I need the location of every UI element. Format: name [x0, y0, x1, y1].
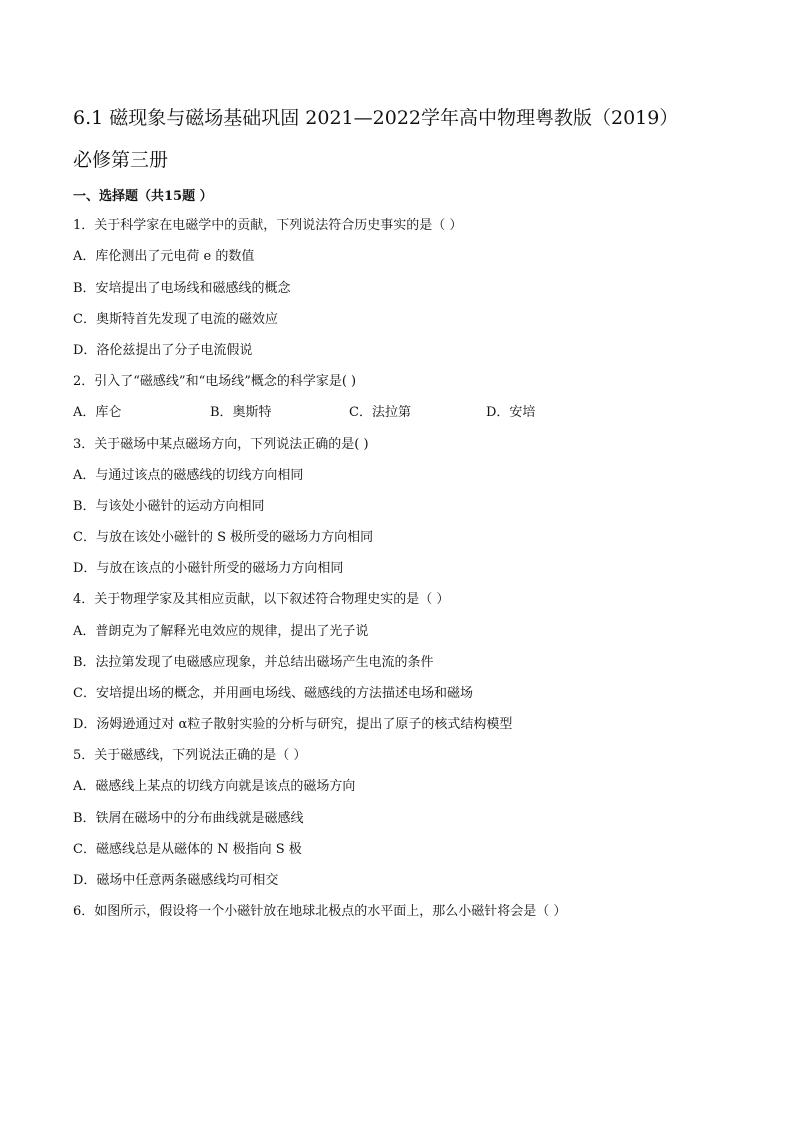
question-2-option-d: D．安培 [486, 405, 536, 420]
question-4-option-a: A．普朗克为了解释光电效应的规律，提出了光子说 [73, 624, 369, 639]
question-4-option-d: D．汤姆逊通过对 α粒子散射实验的分析与研究，提出了原子的核式结构模型 [73, 717, 513, 732]
question-1-option-b: B．安培提出了电场线和磁感线的概念 [73, 281, 291, 296]
question-5-option-d: D．磁场中任意两条磁感线均可相交 [73, 873, 279, 888]
question-6-stem: 6．如图所示，假设将一个小磁针放在地球北极点的水平面上，那么小磁针将会是（ ） [73, 904, 567, 919]
question-3-option-d: D．与放在该点的小磁针所受的磁场力方向相同 [73, 561, 344, 576]
document-title-line-1: 6.1 磁现象与磁场基础巩固 2021—2022学年高中物理粤教版（2019） [73, 107, 679, 129]
question-3-option-b: B．与该处小磁针的运动方向相同 [73, 499, 265, 514]
document-title-line-2: 必修第三册 [73, 149, 169, 171]
question-1-option-a: A．库伦测出了元电荷 e 的数值 [73, 249, 255, 264]
section-heading: 一、选择题（共15题 ） [73, 189, 213, 204]
question-2-option-b: B．奥斯特 [210, 405, 272, 420]
question-3-option-c: C．与放在该处小磁针的 S 极所受的磁场力方向相同 [73, 530, 374, 545]
question-2-option-c: C．法拉第 [349, 405, 411, 420]
question-4-option-c: C．安培提出场的概念，并用画电场线、磁感线的方法描述电场和磁场 [73, 686, 473, 701]
question-4-option-b: B．法拉第发现了电磁感应现象，并总结出磁场产生电流的条件 [73, 655, 434, 670]
question-4-stem: 4．关于物理学家及其相应贡献，以下叙述符合物理史实的是（ ） [73, 592, 450, 607]
question-1-option-d: D．洛伦兹提出了分子电流假说 [73, 343, 253, 358]
question-1-option-c: C．奥斯特首先发现了电流的磁效应 [73, 312, 278, 327]
question-5-option-c: C．磁感线总是从磁体的 N 极指向 S 极 [73, 842, 302, 857]
question-5-option-a: A．磁感线上某点的切线方向就是该点的磁场方向 [73, 779, 356, 794]
question-2-stem: 2．引入了“磁感线”和“电场线”概念的科学家是( ) [73, 374, 357, 389]
question-1-stem: 1．关于科学家在电磁学中的贡献，下列说法符合历史事实的是（ ） [73, 218, 463, 233]
question-2-options-row [73, 403, 733, 423]
question-3-stem: 3．关于磁场中某点磁场方向，下列说法正确的是( ) [73, 437, 369, 452]
question-5-stem: 5．关于磁感线，下列说法正确的是（ ） [73, 748, 307, 763]
question-2-option-a: A．库仑 [73, 405, 122, 420]
question-3-option-a: A．与通过该点的磁感线的切线方向相同 [73, 468, 304, 483]
question-5-option-b: B．铁屑在磁场中的分布曲线就是磁感线 [73, 811, 304, 826]
